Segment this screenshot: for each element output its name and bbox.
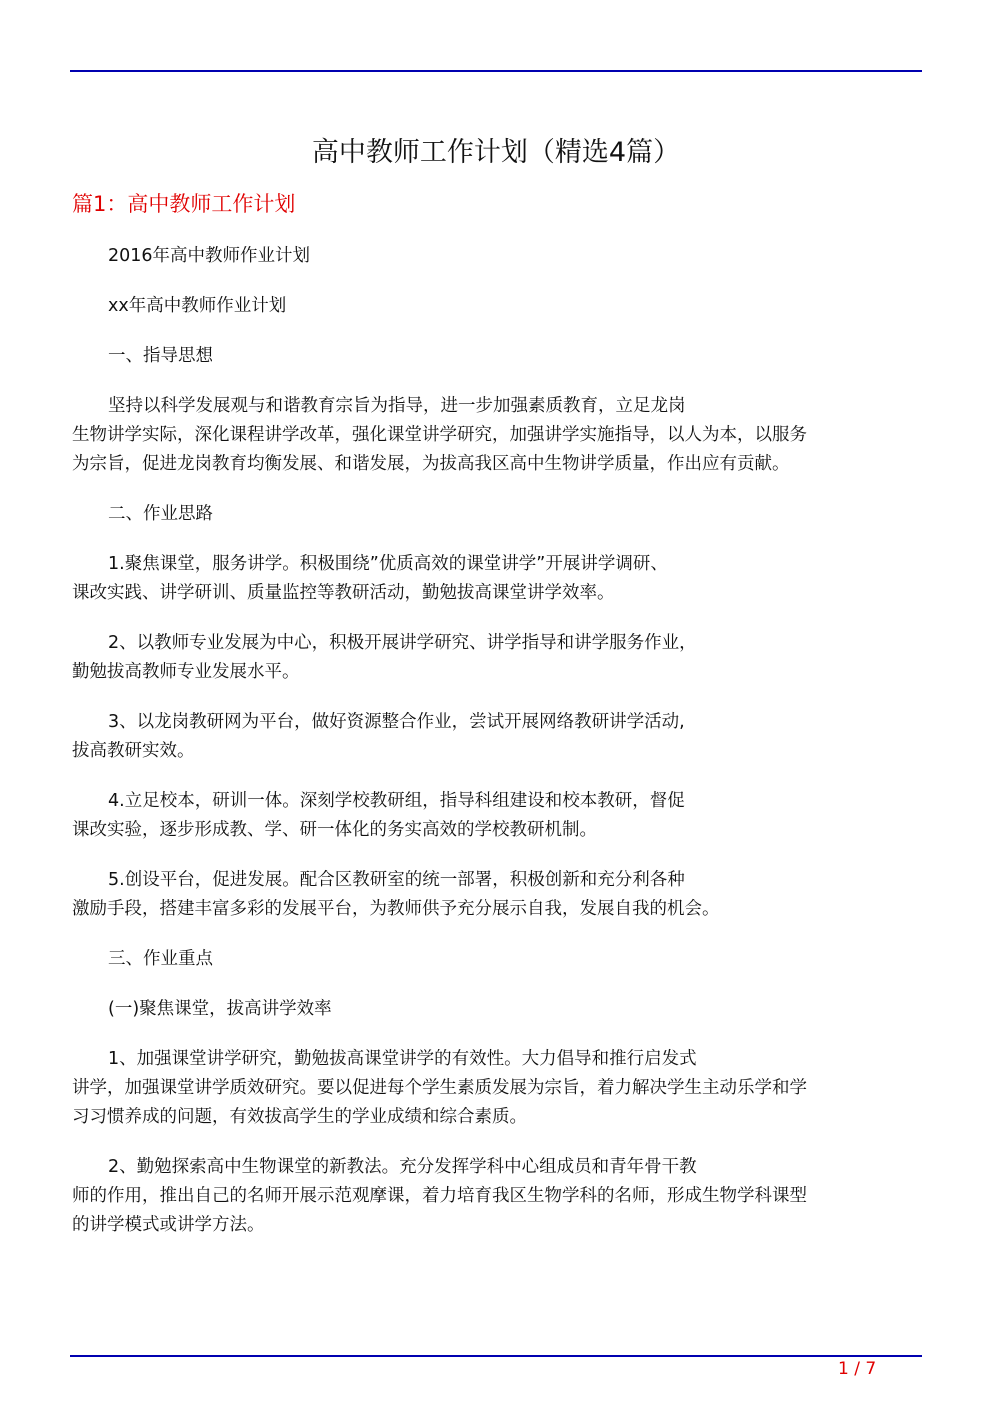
paragraph [72,945,922,974]
text-line: 生物讲学实际，深化课程讲学改革，强化课堂讲学研究，加强讲学实施指导，以人为本，以服务 [72,425,807,445]
text-line: 三、作业重点 [108,949,213,969]
text-line: 课改实验，逐步形成教、学、研一体化的务实高效的学校教研机制。 [72,820,597,840]
paragraph [72,787,922,845]
text-line: 拔高教研实效。 [72,741,195,761]
paragraph [72,995,922,1024]
paragraph [72,392,922,479]
text-line: 的讲学模式或讲学方法。 [72,1215,265,1235]
paragraph [72,708,922,766]
header-rule [70,70,922,72]
text-line: 1.聚焦课堂，服务讲学。积极围绕”优质高效的课堂讲学”开展讲学调研、 [108,554,668,574]
text-line: 勤勉拔高教师专业发展水平。 [72,662,300,682]
paragraph [72,292,922,321]
text-line: 讲学，加强课堂讲学质效研究。要以促进每个学生素质发展为宗旨，着力解决学生主动乐学和学 [72,1078,807,1098]
page-number: 1 / 7 [838,1359,877,1379]
paragraph [72,1153,922,1240]
text-line: 5.创设平台，促进发展。配合区教研室的统一部署，积极创新和充分利各种 [108,870,685,890]
paragraph [72,866,922,924]
paragraph [72,550,922,608]
paragraph [72,629,922,687]
text-line: 为宗旨，促进龙岗教育均衡发展、和谐发展，为拔高我区高中生物讲学质量，作出应有贡献。 [72,454,790,474]
text-line: 2016年高中教师作业计划 [108,246,311,266]
paragraph [72,1045,922,1132]
paragraph [72,242,922,271]
text-line: 3、以龙岗教研网为平台，做好资源整合作业，尝试开展网络教研讲学活动, [108,712,685,732]
document-body [72,242,922,1261]
footer-rule [70,1355,922,1357]
section-heading: 篇1：高中教师工作计划 [72,192,296,216]
text-line: 激励手段，搭建丰富多彩的发展平台，为教师供予充分展示自我，发展自我的机会。 [72,899,720,919]
text-line: 习习惯养成的问题，有效拔高学生的学业成绩和综合素质。 [72,1107,527,1127]
text-line: 1、加强课堂讲学研究，勤勉拔高课堂讲学的有效性。大力倡导和推行启发式 [108,1049,697,1069]
text-line: 4.立足校本，研训一体。深刻学校教研组，指导科组建设和校本教研，督促 [108,791,685,811]
text-line: (一)聚焦课堂，拔高讲学效率 [108,999,332,1019]
text-line: 师的作用，推出自己的名师开展示范观摩课，着力培育我区生物学科的名师，形成生物学科课型 [72,1186,807,1206]
text-line: 一、指导思想 [108,346,213,366]
text-line: xx年高中教师作业计划 [108,296,287,316]
paragraph [72,500,922,529]
text-line: 2、以教师专业发展为中心，积极开展讲学研究、讲学指导和讲学服务作业， [108,633,697,653]
text-line: 二、作业思路 [108,504,213,524]
text-line: 课改实践、讲学研训、质量监控等教研活动，勤勉拔高课堂讲学效率。 [72,583,615,603]
document-title: 高中教师工作计划（精选4篇） [311,137,681,168]
text-line: 2、勤勉探索高中生物课堂的新教法。充分发挥学科中心组成员和青年骨干教 [108,1157,697,1177]
text-line: 坚持以科学发展观与和谐教育宗旨为指导，进一步加强素质教育，立足龙岗 [108,396,686,416]
paragraph [72,342,922,371]
